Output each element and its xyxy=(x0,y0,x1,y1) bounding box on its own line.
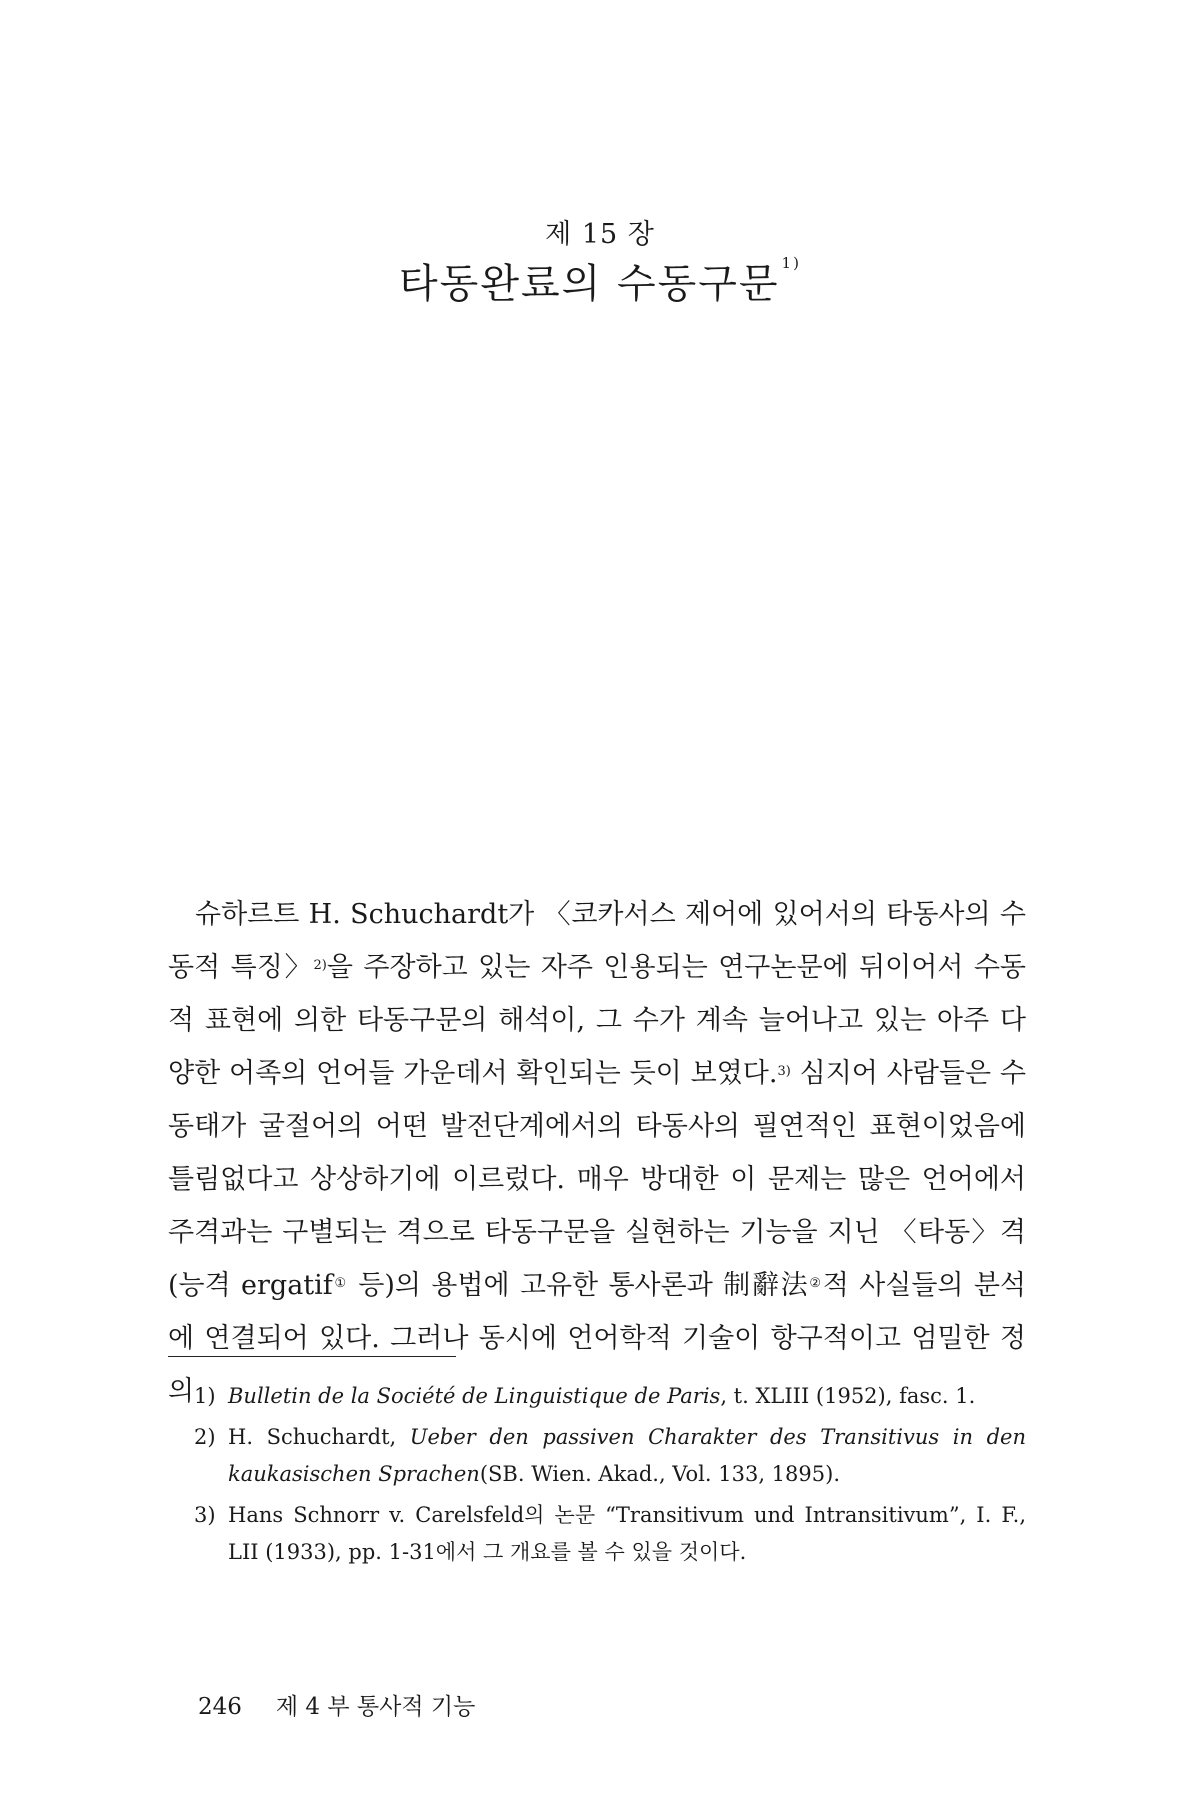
footnote-ref: 3) xyxy=(777,1064,791,1079)
chapter-title-text: 타동완료의 수동구문 xyxy=(399,261,780,307)
footnote-divider xyxy=(168,1356,456,1357)
footnote-ref: 2) xyxy=(313,958,327,973)
footnote-text-segment: H. Schuchardt, xyxy=(228,1425,410,1449)
footnote-italic-title: Ueber den passiven Charakter des Transitivus in den kaukasischen Sprachen xyxy=(228,1425,1026,1486)
chapter-title-footnote-ref: 1) xyxy=(781,254,801,272)
page-footer xyxy=(198,1688,475,1721)
footnote-2 xyxy=(168,1419,1026,1493)
chapter-title xyxy=(0,252,1200,309)
running-footer-section: 제 4 부 통사적 기능 xyxy=(275,1694,476,1720)
translator-note-ref: ② xyxy=(809,1276,823,1291)
footnote-text-segment: Hans Schnorr v. Carelsfeld의 논문 “Transitivum und Intransitivum”, I. F., LII (1933), pp. 1-31에서 그 개요를 볼 수 있을 것이다. xyxy=(228,1503,1026,1564)
footnote-3 xyxy=(168,1497,1026,1571)
footnote-number: 3) xyxy=(194,1503,216,1527)
body-paragraph xyxy=(168,888,1026,1418)
body-text-segment: 슈하르트 H. Schuchardt가 〈코카서스 제어에 있어서의 타동사의 수동적 특징〉 xyxy=(168,899,1026,983)
footnote-text xyxy=(228,1378,1026,1415)
footnote-1 xyxy=(168,1378,1026,1415)
footnote-number: 2) xyxy=(194,1425,216,1449)
body-text-segment: 적 사실들의 분석에 연결되어 있다. 그러나 동시에 언어학적 기술이 항구적이고 엄밀한 정의 xyxy=(168,1270,1027,1407)
body-text-segment: 등)의 용법에 고유한 통사론과 制辭法 xyxy=(347,1270,810,1301)
translator-note-ref: ① xyxy=(332,1276,348,1291)
footnote-text-segment: (SB. Wien. Akad., Vol. 133, 1895). xyxy=(479,1462,840,1486)
body-text xyxy=(168,888,1026,1418)
footnote-text xyxy=(228,1419,1026,1493)
page-number: 246 xyxy=(198,1694,242,1720)
body-text-segment: 을 주장하고 있는 자주 인용되는 연구논문에 뒤이어서 수동적 표현에 의한 타동구문의 해석이, 그 수가 계속 늘어나고 있는 아주 다양한 어족의 언어들 가운데서 확인되는 듯이 보였다. xyxy=(168,952,1027,1089)
footnote-italic-title: Bulletin de la Société de Linguistique de Paris xyxy=(228,1384,721,1408)
footnote-text-segment: , t. XLIII (1952), fasc. 1. xyxy=(720,1384,976,1408)
chapter-number: 제 15 장 xyxy=(545,219,655,250)
footnote-text xyxy=(228,1497,1026,1571)
body-text-segment: 심지어 사람들은 수동태가 굴절어의 어떤 발전단계에서의 타동사의 필연적인 표현이었음에 틀림없다고 상상하기에 이르렀다. 매우 방대한 이 문제는 많은 언어에서 주격과는 구별되는 격으로 타동구문을 실현하는 기능을 지닌 〈타동〉격(능격 ergatif xyxy=(168,1058,1026,1301)
footnotes xyxy=(168,1378,1026,1575)
footnote-number: 1) xyxy=(194,1384,216,1408)
